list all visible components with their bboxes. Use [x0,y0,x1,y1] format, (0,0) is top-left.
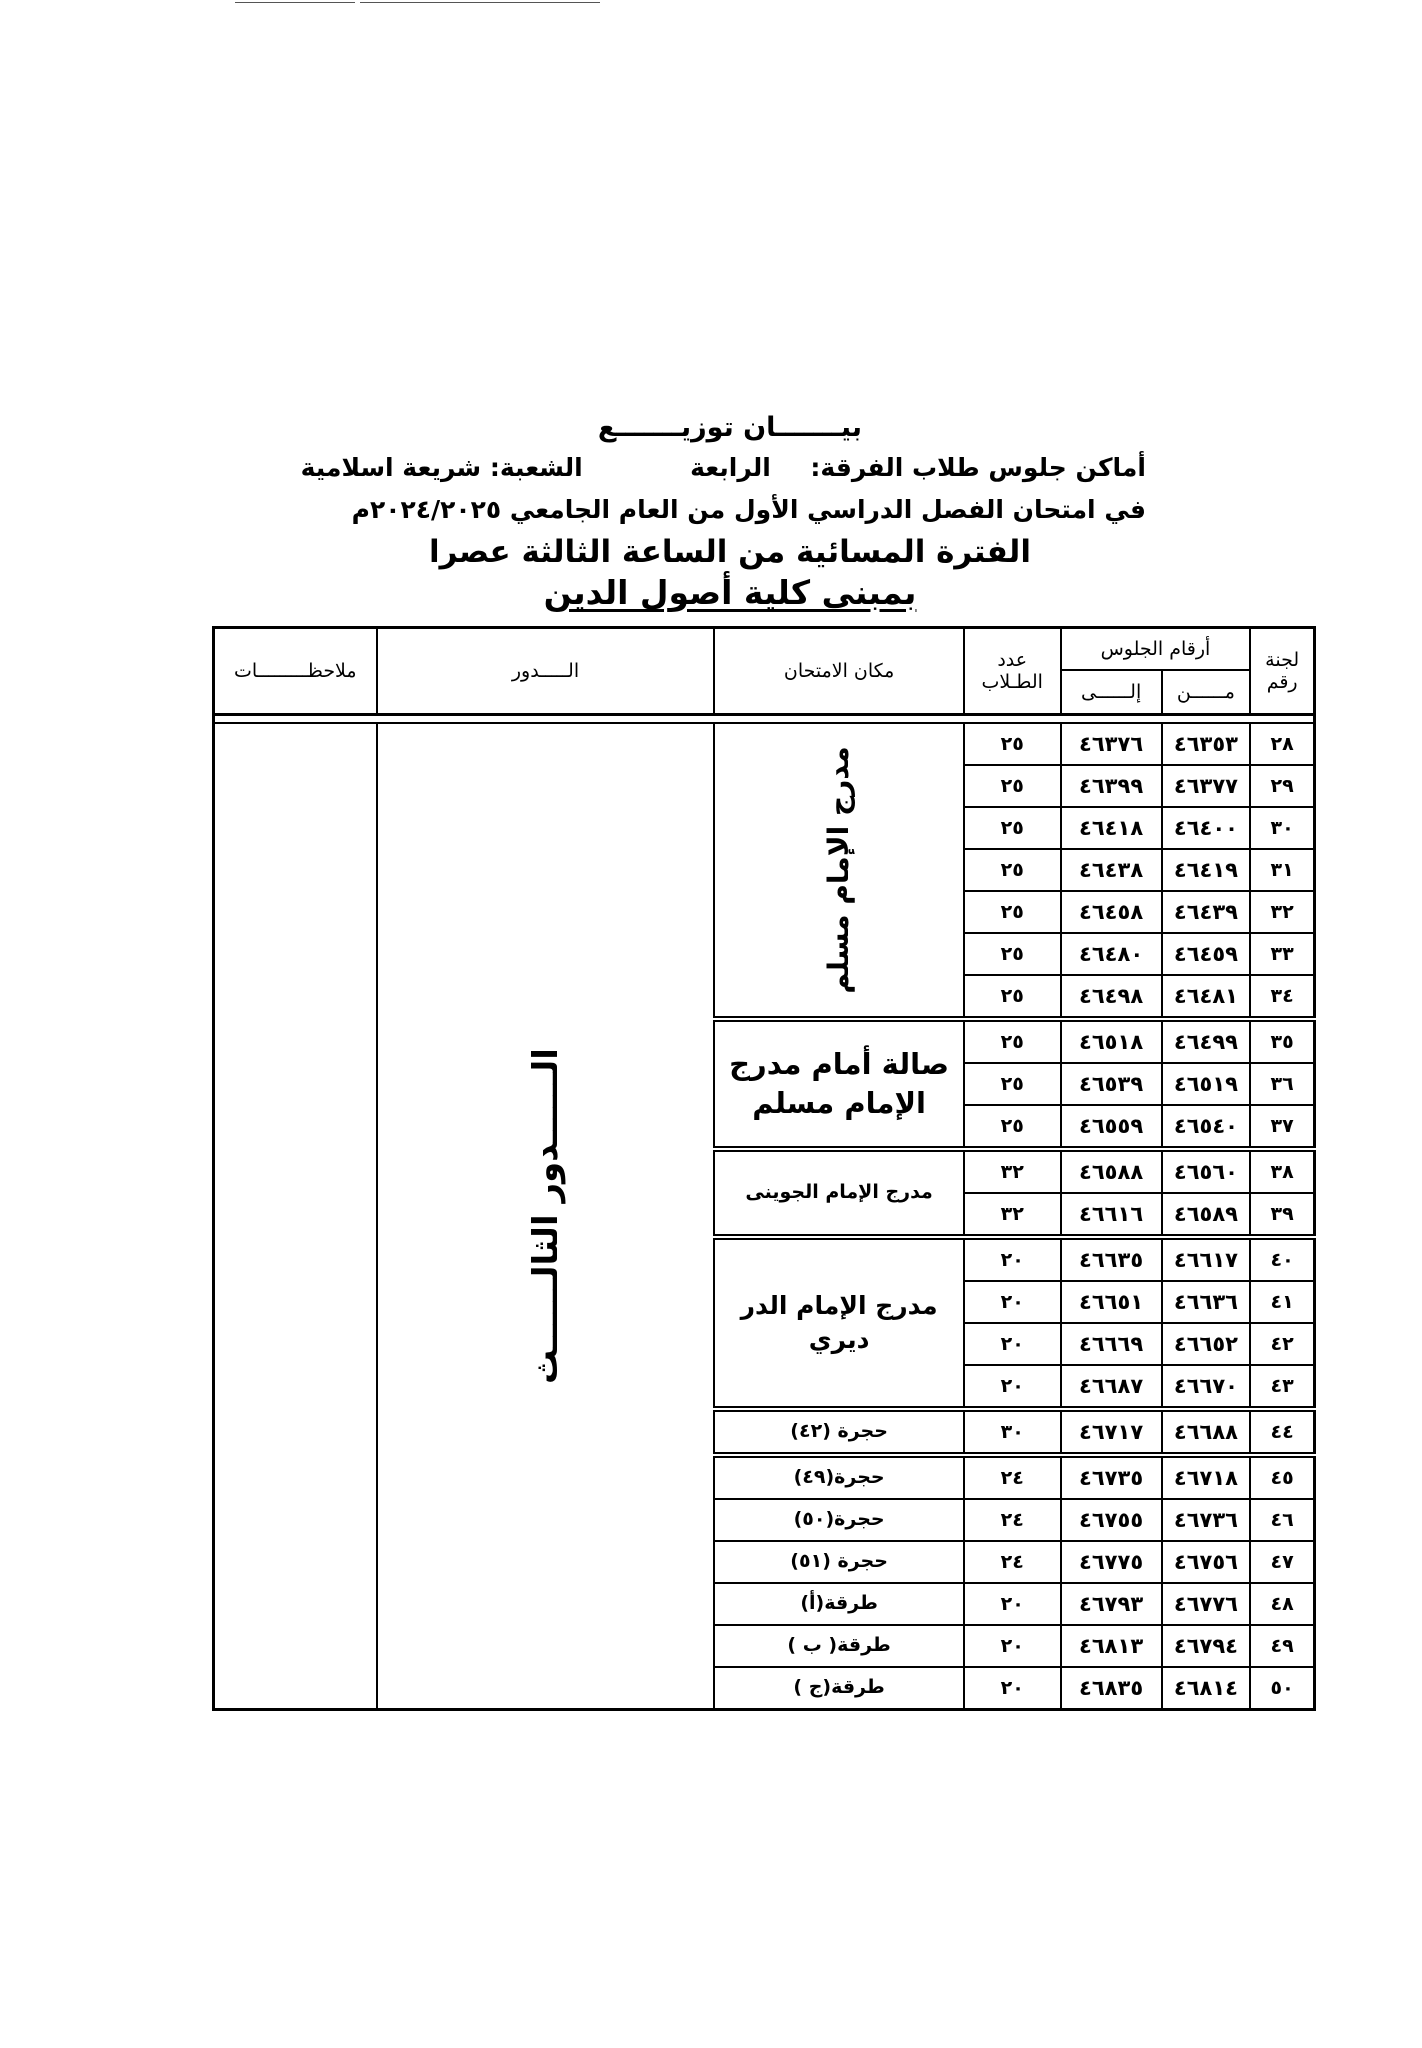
seat-to-cell: ٤٦٦٨٧ [1061,1365,1162,1409]
scan-artifact-line [235,2,355,3]
student-count-cell: ٢٠ [964,1237,1061,1281]
exam-location-cell: طرقة(أ) [714,1583,963,1625]
seat-from-cell: ٤٦٤٩٩ [1162,1019,1251,1063]
committee-number-cell: ٣٨ [1250,1149,1314,1193]
student-count-cell: ٢٥ [964,1063,1061,1105]
seat-from-cell: ٤٦٤٥٩ [1162,933,1251,975]
student-count-cell: ٣٢ [964,1149,1061,1193]
seat-from-cell: ٤٦٧١٨ [1162,1455,1251,1499]
header-seat-numbers: أرقام الجلوس [1061,628,1251,671]
student-count-cell: ٣٢ [964,1193,1061,1237]
seat-to-cell: ٤٦٣٩٩ [1061,765,1162,807]
distribution-table [212,626,1316,1711]
student-count-cell: ٢٥ [964,933,1061,975]
committee-number-cell: ٤٢ [1250,1323,1314,1365]
committee-number-cell: ٣٦ [1250,1063,1314,1105]
header-from: مــــــن [1162,670,1251,715]
student-count-cell: ٢٠ [964,1365,1061,1409]
committee-number-cell: ٣٧ [1250,1105,1314,1149]
committee-number-cell: ٤٩ [1250,1625,1314,1667]
exam-location-cell: حجرة(٥٠) [714,1499,963,1541]
seat-from-cell: ٤٦٦٣٦ [1162,1281,1251,1323]
student-count-cell: ٢٠ [964,1667,1061,1710]
committee-number-cell: ٤٤ [1250,1409,1314,1455]
floor-label: الــــــدور الثالــــــث [525,1048,566,1384]
seat-from-cell: ٤٦٥٤٠ [1162,1105,1251,1149]
student-count-cell: ٢٥ [964,891,1061,933]
committee-number-cell: ٣٩ [1250,1193,1314,1237]
student-count-cell: ٢٠ [964,1583,1061,1625]
student-count-cell: ٢٥ [964,765,1061,807]
seat-to-cell: ٤٦٧١٧ [1061,1409,1162,1455]
seat-from-cell: ٤٦٤٠٠ [1162,807,1251,849]
exam-location-cell: حجرة(٤٩) [714,1455,963,1499]
seat-from-cell: ٤٦٤١٩ [1162,849,1251,891]
seating-label: أماكن جلوس طلاب الفرقة: [810,453,1146,482]
seat-from-cell: ٤٦٧٧٦ [1162,1583,1251,1625]
student-count-cell: ٢٠ [964,1625,1061,1667]
table-row [214,723,1315,765]
seat-to-cell: ٤٦٥٥٩ [1061,1105,1162,1149]
division-value: شريعة اسلامية [300,453,482,482]
header-notes: ملاحظـــــــــات [214,628,377,715]
seat-to-cell: ٤٦٦١٦ [1061,1193,1162,1237]
building-line: بمبنى كلية أصول الدين [543,573,917,612]
header-floor: الـــــدور [377,628,715,715]
student-count-cell: ٢٠ [964,1323,1061,1365]
committee-number-cell: ٤٦ [1250,1499,1314,1541]
student-count-cell: ٢٥ [964,723,1061,765]
committee-number-cell: ٥٠ [1250,1667,1314,1710]
seat-to-cell: ٤٦٦٥١ [1061,1281,1162,1323]
seat-from-cell: ٤٦٧٩٤ [1162,1625,1251,1667]
header-committee: لجنة رقم [1250,628,1314,715]
floor-cell [377,723,715,1710]
student-count-cell: ٢٤ [964,1455,1061,1499]
student-count-cell: ٢٥ [964,1105,1061,1149]
seat-to-cell: ٤٦٤٩٨ [1061,975,1162,1019]
period-line: الفترة المسائية من الساعة الثالثة عصرا [429,534,1031,570]
committee-number-cell: ٤٨ [1250,1583,1314,1625]
student-count-cell: ٢٥ [964,807,1061,849]
seat-from-cell: ٤٦٧٥٦ [1162,1541,1251,1583]
seat-from-cell: ٤٦٤٣٩ [1162,891,1251,933]
exam-line: في امتحان الفصل الدراسي الأول من العام الجامعي ٢٠٢٤/٢٠٢٥م [351,495,1146,524]
student-count-cell: ٢٥ [964,1019,1061,1063]
exam-location-label: صالة أمام مدرج الإمام مسلم [729,1046,950,1120]
seat-to-cell: ٤٦٤٣٨ [1061,849,1162,891]
committee-number-cell: ٢٩ [1250,765,1314,807]
seat-to-cell: ٤٦٣٧٦ [1061,723,1162,765]
seat-from-cell: ٤٦٥١٩ [1162,1063,1251,1105]
seat-from-cell: ٤٦٥٦٠ [1162,1149,1251,1193]
scan-artifact-line [360,2,600,3]
exam-location-cell [714,723,963,1019]
exam-location-cell [714,1019,963,1149]
committee-number-cell: ٢٨ [1250,723,1314,765]
committee-number-cell: ٣٤ [1250,975,1314,1019]
exam-location-label: مدرج الإمام الدر ديري [740,1291,938,1354]
exam-location-cell [714,1149,963,1237]
committee-number-cell: ٤٠ [1250,1237,1314,1281]
seat-to-cell: ٤٦٧٣٥ [1061,1455,1162,1499]
seat-to-cell: ٤٦٧٩٣ [1061,1583,1162,1625]
seat-to-cell: ٤٦٧٧٥ [1061,1541,1162,1583]
table-body [214,723,1315,1710]
student-count-cell: ٢٥ [964,849,1061,891]
seat-from-cell: ٤٦٦٥٢ [1162,1323,1251,1365]
header-location: مكان الامتحان [714,628,963,715]
committee-number-cell: ٤١ [1250,1281,1314,1323]
document-title: بيـــــــان توزيـــــــع [597,412,863,443]
document-header [300,412,1160,613]
seating-line [300,447,1160,489]
seat-from-cell: ٤٦٧٣٦ [1162,1499,1251,1541]
seat-from-cell: ٤٦٤٨١ [1162,975,1251,1019]
student-count-cell: ٣٠ [964,1409,1061,1455]
student-count-cell: ٢٤ [964,1541,1061,1583]
seat-to-cell: ٤٦٥٨٨ [1061,1149,1162,1193]
notes-cell [214,723,377,1710]
exam-location-cell: طرقة( ب ) [714,1625,963,1667]
seat-from-cell: ٤٦٥٨٩ [1162,1193,1251,1237]
seat-from-cell: ٤٦٣٧٧ [1162,765,1251,807]
committee-number-cell: ٤٣ [1250,1365,1314,1409]
division-label: الشعبة: [489,453,583,482]
seat-to-cell: ٤٦٤٥٨ [1061,891,1162,933]
committee-number-cell: ٣٥ [1250,1019,1314,1063]
seat-from-cell: ٤٦٦٧٠ [1162,1365,1251,1409]
exam-location-cell: طرقة(ج ) [714,1667,963,1710]
student-count-cell: ٢٤ [964,1499,1061,1541]
seat-to-cell: ٤٦٨٣٥ [1061,1667,1162,1710]
committee-number-cell: ٣٢ [1250,891,1314,933]
seat-to-cell: ٤٦٤١٨ [1061,807,1162,849]
committee-number-cell: ٤٧ [1250,1541,1314,1583]
seat-to-cell: ٤٦٨١٣ [1061,1625,1162,1667]
header-to: إلــــــى [1061,670,1162,715]
student-count-cell: ٢٥ [964,975,1061,1019]
committee-number-cell: ٤٥ [1250,1455,1314,1499]
seat-from-cell: ٤٦٣٥٣ [1162,723,1251,765]
seat-to-cell: ٤٦٧٥٥ [1061,1499,1162,1541]
seat-from-cell: ٤٦٨١٤ [1162,1667,1251,1710]
seat-from-cell: ٤٦٦١٧ [1162,1237,1251,1281]
exam-location-label: مدرج الإمام مسلم [822,746,856,994]
seat-to-cell: ٤٦٥١٨ [1061,1019,1162,1063]
seat-from-cell: ٤٦٦٨٨ [1162,1409,1251,1455]
committee-number-cell: ٣٠ [1250,807,1314,849]
exam-location-cell: حجرة (٥١) [714,1541,963,1583]
student-count-cell: ٢٠ [964,1281,1061,1323]
committee-number-cell: ٣١ [1250,849,1314,891]
seat-to-cell: ٤٦٦٣٥ [1061,1237,1162,1281]
seat-to-cell: ٤٦٥٣٩ [1061,1063,1162,1105]
committee-number-cell: ٣٣ [1250,933,1314,975]
exam-location-cell [714,1237,963,1409]
year-value: الرابعة [690,453,771,482]
header-students: عدد الطـلاب [964,628,1061,715]
exam-location-cell: حجرة (٤٢) [714,1409,963,1455]
seat-to-cell: ٤٦٦٦٩ [1061,1323,1162,1365]
seat-to-cell: ٤٦٤٨٠ [1061,933,1162,975]
exam-location-label: مدرج الإمام الجوينى [745,1181,933,1204]
